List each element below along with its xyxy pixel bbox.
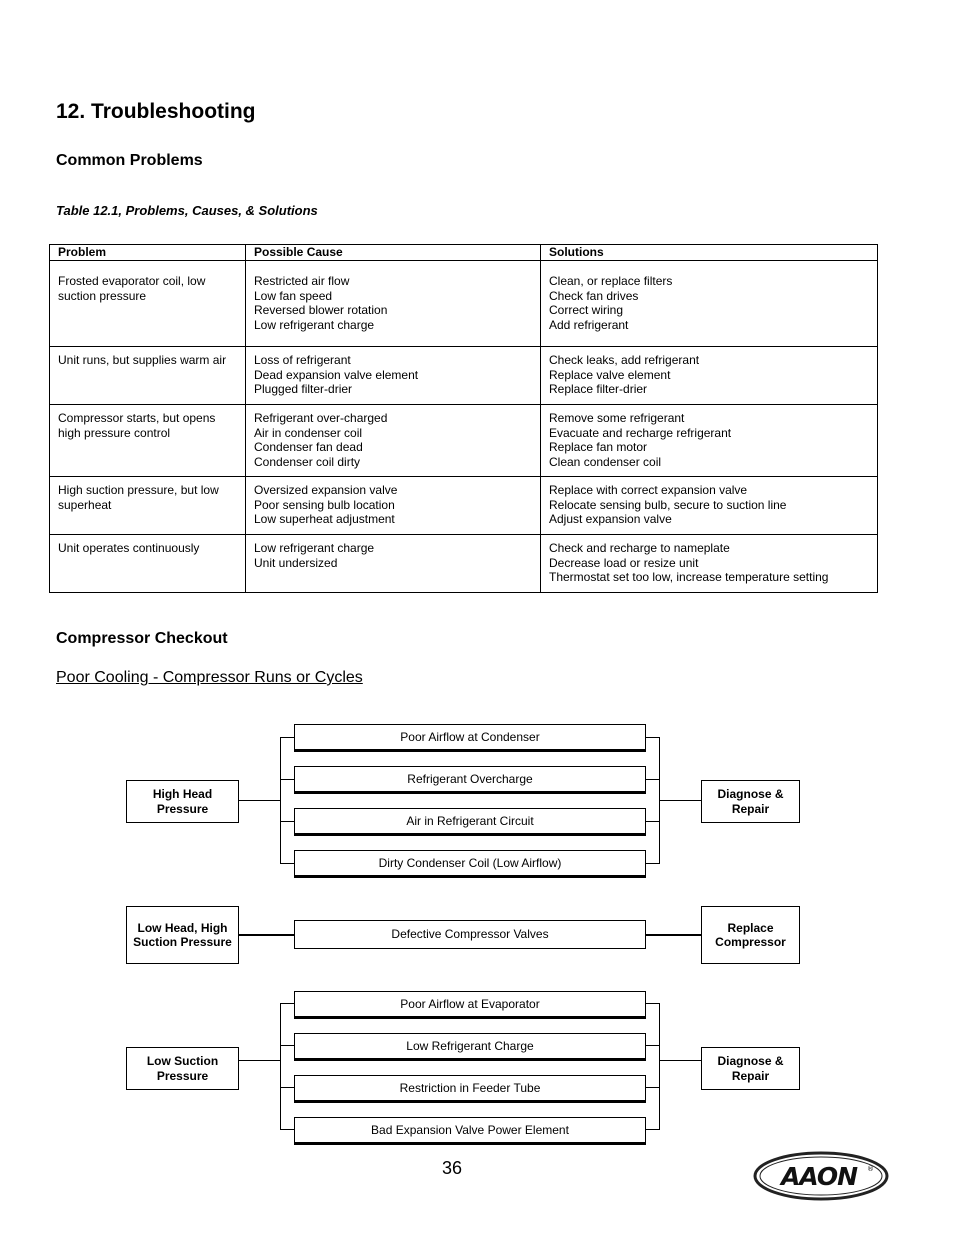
cause-box: Air in Refrigerant Circuit <box>294 808 646 834</box>
header-possible-cause: Possible Cause <box>246 245 541 261</box>
cause-cell <box>246 347 541 405</box>
connector-line <box>280 779 294 780</box>
connector-line <box>280 1087 294 1088</box>
connector-line <box>239 934 294 936</box>
solution-item: Decrease load or resize unit <box>549 555 699 570</box>
problem-cell <box>50 347 246 405</box>
solution-item: Replace valve element <box>549 367 671 382</box>
bracket-line-left <box>280 1003 281 1130</box>
cause-cell <box>246 405 541 477</box>
cause-item: Condenser coil dirty <box>254 454 361 469</box>
problem-cell <box>50 405 246 477</box>
connector-line <box>646 821 660 822</box>
table-row <box>50 477 878 535</box>
connector-line <box>280 863 294 864</box>
problem-text: Frosted evaporator coil, low suction pressure <box>58 274 206 303</box>
table-row <box>50 535 878 593</box>
problem-text: Unit operates continuously <box>58 541 200 555</box>
common-problems-heading: Common Problems <box>56 152 203 169</box>
aaon-logo <box>752 1150 890 1202</box>
cause-item: Low superheat adjustment <box>254 512 395 526</box>
cause-item: Dead expansion valve element <box>254 367 419 382</box>
solution-item: Replace fan motor <box>549 440 648 454</box>
problems-table <box>49 244 878 593</box>
cause-box: Low Refrigerant Charge <box>294 1033 646 1059</box>
poor-cooling-heading: Poor Cooling - Compressor Runs or Cycles <box>56 669 363 686</box>
connector-line <box>646 1003 660 1004</box>
cause-box: Bad Expansion Valve Power Element <box>294 1117 646 1143</box>
connector-line <box>280 1003 294 1004</box>
connector-line <box>280 821 294 822</box>
cause-box: Refrigerant Overcharge <box>294 766 646 792</box>
solution-item: Adjust expansion valve <box>549 512 672 526</box>
solution-item: Evacuate and recharge refrigerant <box>549 425 732 440</box>
low-head-high-suction-box: Low Head, High Suction Pressure <box>126 906 239 964</box>
connector-line <box>239 1060 281 1061</box>
solution-cell <box>541 405 878 477</box>
diagnose-repair-box: Diagnose & Repair <box>701 1047 800 1090</box>
cause-box: Defective Compressor Valves <box>294 920 646 949</box>
bracket-line-right <box>659 1003 660 1130</box>
cause-cell <box>246 535 541 593</box>
cause-item: Poor sensing bulb location <box>254 497 395 512</box>
solution-item: Check fan drives <box>549 288 639 303</box>
cause-item: Refrigerant over-charged <box>254 411 388 425</box>
connector-line <box>646 1087 660 1088</box>
cause-box: Poor Airflow at Evaporator <box>294 991 646 1017</box>
table-caption: Table 12.1, Problems, Causes, & Solutions <box>56 203 318 218</box>
diagnose-repair-box: Diagnose & Repair <box>701 780 800 823</box>
solution-cell <box>541 347 878 405</box>
connector-line <box>646 737 660 738</box>
solution-item: Clean condenser coil <box>549 454 662 469</box>
table-row <box>50 261 878 347</box>
connector-line <box>659 1060 701 1061</box>
solution-item: Replace filter-drier <box>549 382 648 396</box>
table-row <box>50 405 878 477</box>
cause-item: Restricted air flow <box>254 274 350 288</box>
cause-box: Poor Airflow at Condenser <box>294 724 646 750</box>
cause-item: Oversized expansion valve <box>254 483 398 497</box>
page-number: 36 <box>442 1158 463 1178</box>
cause-item: Air in condenser coil <box>254 425 363 440</box>
problem-cell <box>50 477 246 535</box>
solution-item: Thermostat set too low, increase temperature setting <box>549 570 829 584</box>
bracket-line-left <box>280 737 281 864</box>
header-problem: Problem <box>50 245 246 261</box>
table-header-row <box>50 245 878 261</box>
solution-item: Add refrigerant <box>549 317 629 332</box>
solution-item: Relocate sensing bulb, secure to suction line <box>549 497 787 512</box>
solution-item: Correct wiring <box>549 303 624 317</box>
solution-cell <box>541 477 878 535</box>
replace-compressor-box: Replace Compressor <box>701 906 800 964</box>
problem-text: Compressor starts, but opens high pressure control <box>58 411 216 440</box>
cause-item: Condenser fan dead <box>254 440 363 454</box>
connector-line <box>646 1045 660 1046</box>
problem-cell <box>50 261 246 347</box>
high-head-pressure-box: High Head Pressure <box>126 780 239 823</box>
connector-line <box>280 1129 294 1130</box>
cause-item: Low refrigerant charge <box>254 317 375 332</box>
connector-line <box>239 800 281 801</box>
connector-line <box>646 934 701 936</box>
cause-item: Unit undersized <box>254 555 338 570</box>
cause-cell <box>246 261 541 347</box>
cause-box: Restriction in Feeder Tube <box>294 1075 646 1101</box>
problem-text: Unit runs, but supplies warm air <box>58 353 227 367</box>
cause-item: Reversed blower rotation <box>254 303 388 317</box>
connector-line <box>646 1129 660 1130</box>
low-suction-pressure-box: Low Suction Pressure <box>126 1047 239 1090</box>
cause-cell <box>246 477 541 535</box>
solution-item: Remove some refrigerant <box>549 411 685 425</box>
solution-item: Check leaks, add refrigerant <box>549 353 700 367</box>
connector-line <box>646 779 660 780</box>
table-row <box>50 347 878 405</box>
connector-line <box>659 800 701 801</box>
connector-line <box>646 863 660 864</box>
solution-cell <box>541 535 878 593</box>
svg-text:®: ® <box>867 1165 874 1173</box>
section-title: 12. Troubleshooting <box>56 100 256 123</box>
cause-item: Loss of refrigerant <box>254 353 351 367</box>
connector-line <box>280 1045 294 1046</box>
connector-line <box>280 737 294 738</box>
cause-box: Dirty Condenser Coil (Low Airflow) <box>294 850 646 876</box>
compressor-checkout-heading: Compressor Checkout <box>56 630 228 647</box>
cause-item: Low refrigerant charge <box>254 541 375 555</box>
cause-item: Low fan speed <box>254 288 333 303</box>
logo-wordmark: AAON <box>780 1162 858 1191</box>
solution-item: Clean, or replace filters <box>549 274 673 288</box>
header-solutions: Solutions <box>541 245 878 261</box>
solution-item: Check and recharge to nameplate <box>549 541 730 555</box>
problem-text: High suction pressure, but low superheat <box>58 483 219 512</box>
solution-cell <box>541 261 878 347</box>
problem-cell <box>50 535 246 593</box>
solution-item: Replace with correct expansion valve <box>549 483 748 497</box>
cause-item: Plugged filter-drier <box>254 382 353 396</box>
